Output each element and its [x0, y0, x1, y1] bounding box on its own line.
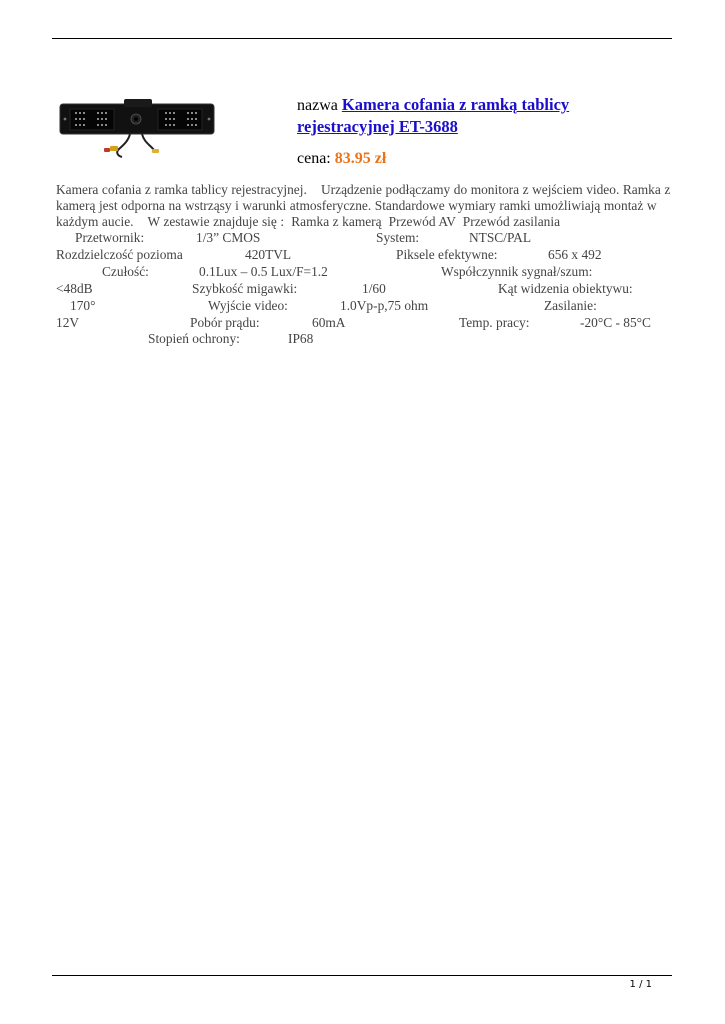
product-title	[297, 94, 677, 138]
spec-stopien-label: Stopień ochrony:	[148, 331, 240, 346]
spec-czulosc-value: 0.1Lux – 0.5 Lux/F=1.2	[199, 264, 328, 279]
spec-kat-value: 170°	[70, 298, 96, 313]
top-rule	[52, 38, 672, 39]
spec-kat-label: Kąt widzenia obiektywu:	[498, 281, 633, 296]
price-label: cena:	[297, 150, 331, 167]
spec-temp-label: Temp. pracy:	[459, 315, 530, 330]
spec-wyjscie-label: Wyjście video:	[208, 298, 288, 313]
spec-wspolczynnik-value: <48dB	[56, 281, 93, 296]
spec-rozdzielczosc-label: Rozdzielczość pozioma	[56, 247, 183, 262]
spec-piksele-label: Piksele efektywne:	[396, 247, 498, 262]
description-line-1: Kamera cofania z ramka tablicy rejestracyjnej. Urządzenie podłączamy do monitora z wejściem video. Ramka z	[56, 182, 671, 197]
spec-czulosc-label: Czułość:	[102, 264, 149, 279]
product-name-link[interactable]	[297, 95, 569, 136]
spec-system-value: NTSC/PAL	[469, 230, 532, 245]
price-row	[297, 150, 677, 168]
price-value: 83.95 zł	[334, 150, 387, 167]
spec-migawka-value: 1/60	[362, 281, 386, 296]
spec-przetwornik-value: 1/3” CMOS	[196, 230, 261, 245]
product-description	[56, 182, 676, 230]
spec-wspolczynnik-label: Współczynnik sygnał/szum:	[441, 264, 593, 279]
spec-pobor-label: Pobór prądu:	[190, 315, 260, 330]
product-header	[297, 94, 677, 168]
spec-przetwornik-label: Przetwornik:	[75, 230, 145, 245]
name-prefix: nazwa	[297, 97, 338, 114]
product-name-line2: rejestracyjnej ET-3688	[297, 117, 458, 136]
spec-wyjscie-value: 1.0Vp-p,75 ohm	[340, 298, 429, 313]
spec-temp-value: -20°C - 85°C	[580, 315, 651, 330]
bottom-rule	[52, 975, 672, 976]
description-line-3: każdym aucie. W zestawie znajduje się : Ramka z kamerą Przewód AV Przewód zasilania	[56, 214, 561, 229]
spec-piksele-value: 656 x 492	[548, 247, 602, 262]
spec-migawka-label: Szybkość migawki:	[192, 281, 298, 296]
camera-frame-image	[58, 98, 218, 160]
spec-zasilanie-label: Zasilanie:	[544, 298, 597, 313]
spec-stopien-value: IP68	[288, 331, 314, 346]
page-number: 1 / 1	[629, 979, 652, 990]
description-line-2: kamerą jest odporna na wstrząsy i warunki atmosferyczne. Standardowe wymiary ramki umożliwiają montaż w	[56, 198, 657, 213]
product-name-line1: Kamera cofania z ramką tablicy	[341, 95, 570, 114]
spec-rozdzielczosc-value: 420TVL	[245, 247, 292, 262]
spec-system-label: System:	[376, 230, 420, 245]
product-image	[58, 98, 218, 160]
spec-pobor-value: 60mA	[312, 315, 346, 330]
spec-zasilanie-value: 12V	[56, 315, 80, 330]
